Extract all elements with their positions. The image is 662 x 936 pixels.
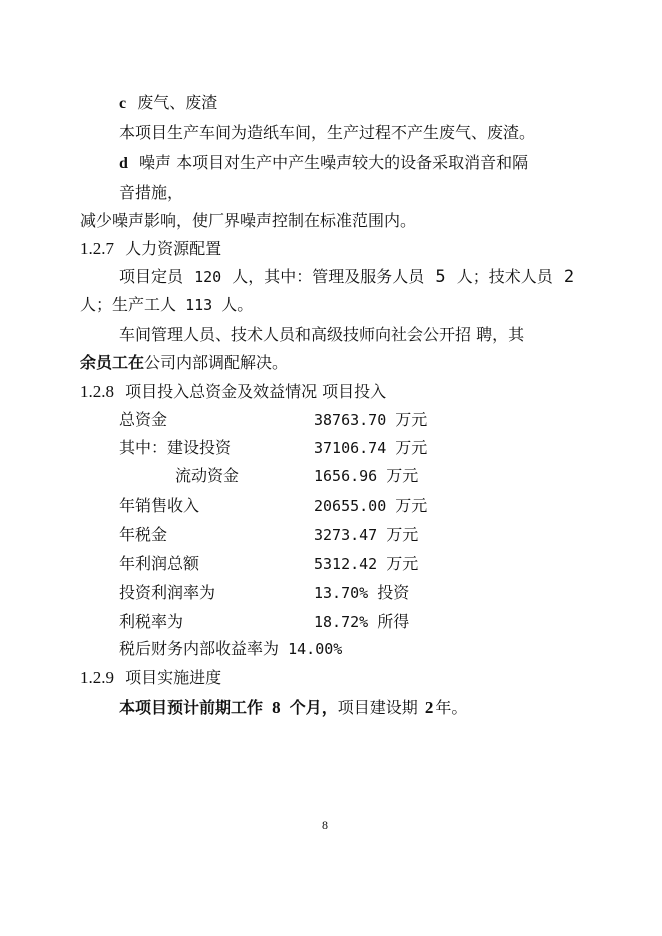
finance-sales-value (314, 495, 427, 517)
finance-construction-amount: 37106.74 (314, 439, 387, 457)
section-c-label: c (119, 95, 127, 112)
finance-profit-amount: 5312.42 (314, 555, 378, 573)
finance-unit: 万元 (395, 496, 428, 515)
finance-sales-label: 年销售收入 (119, 496, 200, 515)
schedule-text: 个月， (289, 698, 338, 717)
section-1-2-8-number: 1.2.8 (80, 382, 114, 401)
finance-unit: 万元 (395, 438, 428, 457)
finance-unit: 万元 (386, 525, 419, 544)
finance-tax-value (314, 524, 418, 546)
section-1-2-7-title: 人力资源配置 (125, 239, 222, 258)
staffing-text: 项目定员 (119, 267, 184, 286)
finance-working-label: 流动资金 (175, 466, 240, 485)
finance-total-value (314, 409, 427, 431)
finance-total-amount: 38763.70 (314, 411, 387, 429)
recruitment-line-1: 车间管理人员、技术人员和高级技师向社会公开招 聘，其 (119, 325, 525, 344)
finance-tax-label: 年税金 (119, 525, 168, 544)
section-d-body-1: 噪声 本项目对生产中产生噪声较大的设备采取消音和隔 (139, 153, 529, 172)
finance-tax-amount: 3273.47 (314, 526, 378, 544)
staffing-text: 人，其中：管理及服务人员 (232, 267, 425, 286)
recruitment-line-2 (80, 352, 288, 374)
section-1-2-8-title: 项目投入总资金及效益情况 项目投入 (125, 382, 387, 401)
section-d-paragraph (119, 152, 528, 175)
section-1-2-9-heading (80, 667, 221, 689)
finance-irr-label: 税后财务内部收益率为 (119, 639, 280, 658)
schedule-text: 项目建设期 (337, 698, 418, 717)
finance-unit: 万元 (395, 410, 428, 429)
finance-construction-label: 其中：建设投资 (119, 438, 232, 457)
section-1-2-9-number: 1.2.9 (80, 668, 114, 687)
schedule-text: 本项目预计前期工作 (119, 698, 264, 717)
section-d-body-2: 音措施， (119, 183, 184, 202)
finance-construction-value (314, 437, 427, 459)
staffing-line-2 (80, 294, 253, 316)
schedule-months: 8 (272, 698, 281, 717)
finance-roi-tail: 投资 (377, 583, 410, 602)
finance-working-value (314, 465, 418, 487)
finance-working-amount: 1656.96 (314, 467, 378, 485)
schedule-text: 年。 (435, 698, 468, 717)
finance-total-label: 总资金 (119, 410, 168, 429)
finance-irr-value: 14.00% (288, 640, 343, 658)
finance-tax-rate-label: 利税率为 (119, 612, 184, 631)
section-c-body: 本项目生产车间为造纸车间，生产过程不产生废气、废渣。 (119, 123, 536, 142)
finance-tax-rate-value (314, 611, 409, 633)
section-c-title: 废气、废渣 (137, 93, 218, 112)
finance-tax-rate-tail: 所得 (377, 612, 410, 631)
schedule-line (119, 697, 467, 719)
finance-irr-row (119, 638, 342, 660)
staffing-line-1 (119, 266, 574, 288)
staff-workers: 113 (185, 296, 213, 314)
staff-total: 120 (194, 268, 222, 286)
finance-unit: 万元 (386, 554, 419, 573)
section-1-2-9-title: 项目实施进度 (125, 668, 222, 687)
recruitment-text: 公司内部调配解决。 (144, 353, 289, 372)
finance-tax-rate-amount: 18.72% (314, 613, 369, 631)
section-c-heading (119, 92, 217, 115)
section-1-2-7-heading (80, 238, 221, 260)
finance-roi-label: 投资利润率为 (119, 583, 216, 602)
finance-unit: 万元 (386, 466, 419, 485)
section-d-label: d (119, 155, 128, 172)
staff-management: 5 (435, 267, 446, 287)
finance-profit-value (314, 553, 418, 575)
staffing-text: 人；技术人员 (456, 267, 553, 286)
finance-profit-label: 年利润总额 (119, 554, 200, 573)
finance-roi-value (314, 582, 409, 604)
staffing-text: 人；生产工人 (80, 295, 177, 314)
recruitment-text-bold: 余员工在 (80, 353, 145, 372)
section-1-2-8-heading (80, 381, 386, 403)
page-number: 8 (322, 818, 328, 832)
staff-technical: 2 (563, 267, 575, 287)
section-d-body-3: 减少噪声影响，使厂界噪声控制在标准范围内。 (80, 211, 417, 230)
schedule-years: 2 (424, 698, 434, 717)
finance-roi-amount: 13.70% (314, 584, 369, 602)
finance-sales-amount: 20655.00 (314, 497, 387, 515)
section-1-2-7-number: 1.2.7 (80, 239, 114, 258)
staffing-text: 人。 (221, 295, 254, 314)
